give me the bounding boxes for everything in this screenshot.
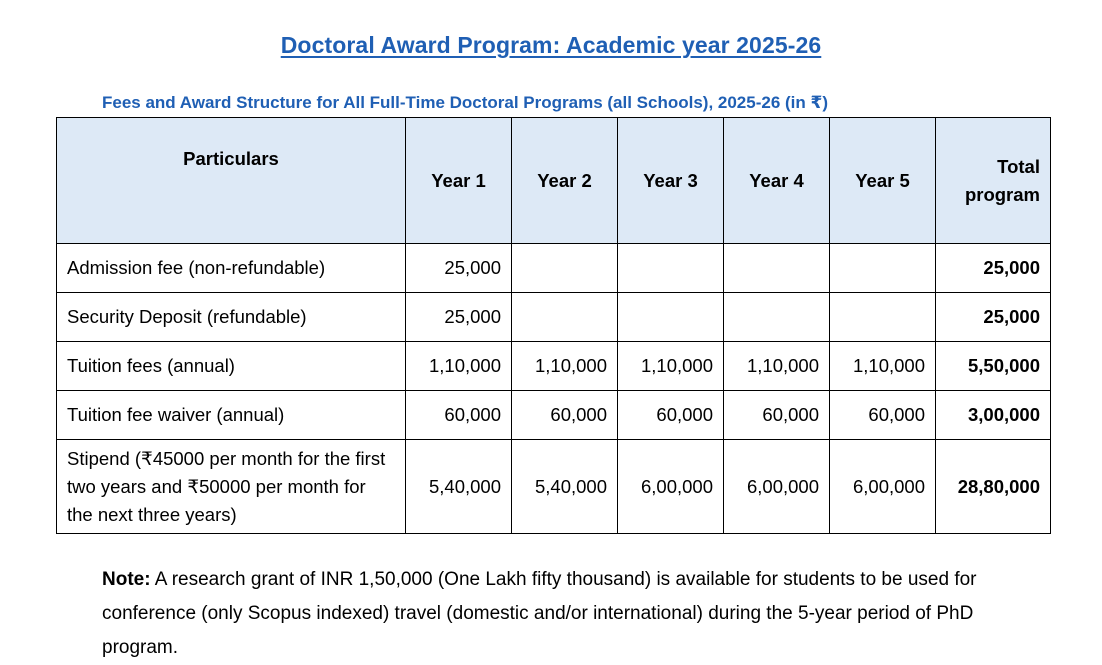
column-header-particulars: Particulars — [57, 118, 406, 244]
cell-year-2 — [512, 244, 618, 293]
note-text: A research grant of INR 1,50,000 (One Lakh fifty thousand) is available for students to be used for conference (only Scopus indexed) travel (domestic and/or international) during the 5-year period of PhD program. — [102, 569, 977, 658]
cell-year-3 — [618, 293, 724, 342]
cell-year-5 — [830, 293, 936, 342]
page-title: Doctoral Award Program: Academic year 2025-26 — [280, 32, 822, 58]
cell-year-1: 60,000 — [406, 391, 512, 440]
cell-total: 25,000 — [936, 244, 1051, 293]
column-header-year-4: Year 4 — [724, 118, 830, 244]
cell-total: 25,000 — [936, 293, 1051, 342]
cell-year-1: 25,000 — [406, 293, 512, 342]
cell-total: 5,50,000 — [936, 342, 1051, 391]
cell-year-3: 1,10,000 — [618, 342, 724, 391]
column-header-year-3: Year 3 — [618, 118, 724, 244]
table-row-tuition-waiver — [57, 391, 1051, 440]
cell-year-4 — [724, 293, 830, 342]
cell-year-4 — [724, 244, 830, 293]
row-label: Admission fee (non-refundable) — [57, 244, 406, 293]
cell-year-2 — [512, 293, 618, 342]
cell-year-3 — [618, 244, 724, 293]
note-paragraph — [102, 563, 1002, 665]
cell-year-2: 5,40,000 — [512, 440, 618, 534]
cell-year-5: 60,000 — [830, 391, 936, 440]
table-row-stipend — [57, 440, 1051, 534]
row-label: Stipend (₹45000 per month for the first two years and ₹50000 per month for the next three years) — [57, 440, 406, 534]
cell-year-1: 25,000 — [406, 244, 512, 293]
row-label: Security Deposit (refundable) — [57, 293, 406, 342]
cell-year-1: 1,10,000 — [406, 342, 512, 391]
table-row-admission-fee — [57, 244, 1051, 293]
cell-year-5: 6,00,000 — [830, 440, 936, 534]
cell-year-5 — [830, 244, 936, 293]
cell-year-3: 60,000 — [618, 391, 724, 440]
cell-year-4: 1,10,000 — [724, 342, 830, 391]
column-header-year-1: Year 1 — [406, 118, 512, 244]
column-header-year-5: Year 5 — [830, 118, 936, 244]
cell-year-3: 6,00,000 — [618, 440, 724, 534]
note-label: Note: — [102, 569, 151, 590]
cell-year-2: 1,10,000 — [512, 342, 618, 391]
row-label: Tuition fees (annual) — [57, 342, 406, 391]
cell-year-4: 60,000 — [724, 391, 830, 440]
table-row-tuition-fees — [57, 342, 1051, 391]
table-header-row — [57, 118, 1051, 244]
column-header-total: Total program — [936, 118, 1051, 244]
cell-total: 3,00,000 — [936, 391, 1051, 440]
cell-year-5: 1,10,000 — [830, 342, 936, 391]
table-caption: Fees and Award Structure for All Full-Time Doctoral Programs (all Schools), 2025-26 (in ₹) — [102, 93, 828, 112]
cell-total: 28,80,000 — [936, 440, 1051, 534]
row-label: Tuition fee waiver (annual) — [57, 391, 406, 440]
cell-year-4: 6,00,000 — [724, 440, 830, 534]
cell-year-2: 60,000 — [512, 391, 618, 440]
table-row-security-deposit — [57, 293, 1051, 342]
cell-year-1: 5,40,000 — [406, 440, 512, 534]
fee-table — [56, 117, 1051, 534]
column-header-year-2: Year 2 — [512, 118, 618, 244]
